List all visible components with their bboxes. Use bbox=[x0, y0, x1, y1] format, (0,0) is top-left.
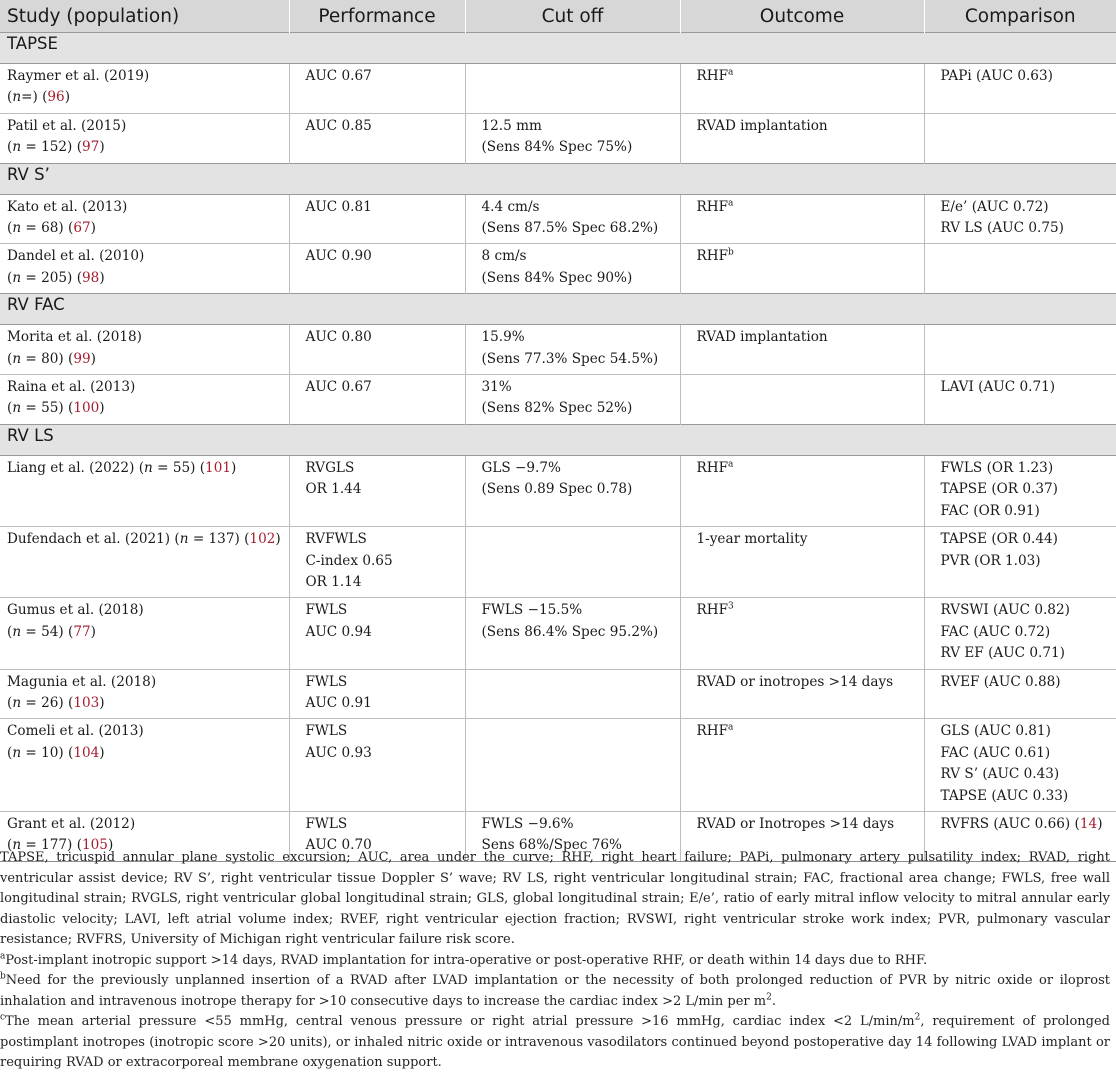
reference-number: 67 bbox=[73, 220, 91, 237]
footnote-c-exponent: 2 bbox=[914, 1012, 921, 1023]
footnote-b-end: . bbox=[771, 993, 776, 1009]
cell-comparison bbox=[924, 455, 1116, 526]
reference-number: 105 bbox=[82, 837, 108, 854]
section-title: TAPSE bbox=[0, 33, 1116, 64]
cell-comparison-line: RV LS (AUC 0.75) bbox=[940, 220, 1064, 237]
study-name: Morita et al. (2018) bbox=[7, 329, 142, 346]
reference-number: 97 bbox=[82, 139, 100, 156]
cell-comparison-line: FAC (OR 0.91) bbox=[940, 502, 1040, 519]
study-name: Dandel et al. (2010) bbox=[7, 248, 145, 265]
cell-comparison-line: RVFRS (AUC 0.66) (14) bbox=[940, 815, 1103, 832]
table-row bbox=[0, 325, 1116, 375]
cell-performance bbox=[289, 527, 465, 598]
footnote-a-text: Post-implant inotropic support >14 days, RVAD implantation for intra-operative or post-operative RHF, or death within 14 days due to RHF. bbox=[5, 952, 928, 968]
cell-comparison-line: PAPi (AUC 0.63) bbox=[940, 68, 1053, 84]
outcome-text: RHF bbox=[696, 68, 729, 84]
cell-outcome bbox=[680, 244, 924, 294]
cell-performance-line: C-index 0.65 bbox=[305, 552, 393, 569]
reference-number: 99 bbox=[73, 350, 91, 367]
outcome-text: RHF bbox=[696, 723, 729, 740]
cell-performance-line: FWLS bbox=[305, 815, 348, 832]
cell-performance bbox=[289, 669, 465, 719]
table-row bbox=[0, 527, 1116, 598]
study-name: Raina et al. (2013) bbox=[7, 379, 136, 396]
cell-cutoff-line: (Sens 86.4% Spec 95.2%) bbox=[481, 623, 659, 640]
cell-performance bbox=[289, 244, 465, 294]
cell-study: Dufendach et al. (2021) (n = 137) (102) bbox=[0, 527, 289, 598]
outcome-footnote-mark: a bbox=[728, 459, 734, 470]
footnote-b-exponent: 2 bbox=[766, 992, 772, 1003]
cell-cutoff-line: GLS −9.7% bbox=[481, 459, 561, 476]
cell-comparison-line: RVEF (AUC 0.88) bbox=[940, 673, 1061, 690]
cell-performance bbox=[289, 194, 465, 244]
study-population: (n = 177) bbox=[7, 837, 73, 854]
reference-number: 103 bbox=[73, 694, 100, 711]
footnote-abbreviations: TAPSE, tricuspid annular plane systolic excursion; AUC, area under the curve; RHF, right heart failure; PAPi, pulmonary artery pulsatility index; RVAD, right ventricular assist device; RV S’, right ventricular tissue Doppler S’ wave; RV LS, right ventricular longitudinal strain; FAC, fractional area change; FWLS, free wall longitudinal strain; RVGLS, right ventricular global longitudinal strain; GLS, global longitudinal strain; E/e’, ratio of early mitral inflow velocity to mitral annular early diastolic velocity; LAVI, left atrial volume index; RVEF, right ventricular ejection fraction; RVSWI, right ventricular stroke work index; PVR, pulmonary vascular resistance; RVFRS, University of Michigan right ventricular failure risk score. bbox=[0, 850, 1110, 947]
cell-study: Patil et al. (2015) (n = 152) (97) bbox=[0, 113, 289, 163]
table-row bbox=[0, 113, 1116, 163]
cell-study: Kato et al. (2013) (n = 68) (67) bbox=[0, 194, 289, 244]
footnote-mark-a: a bbox=[0, 951, 6, 962]
cell-comparison-line: FAC (AUC 0.72) bbox=[940, 623, 1051, 640]
outcome-footnote-mark: a bbox=[728, 722, 734, 733]
cell-study: Raina et al. (2013) (n = 55) (100) bbox=[0, 375, 289, 425]
cell-comparison bbox=[924, 244, 1116, 294]
cell-performance bbox=[289, 375, 465, 425]
cell-performance-line: AUC 0.81 bbox=[305, 198, 372, 215]
study-name: Patil et al. (2015) bbox=[7, 117, 127, 134]
outcome-text: RHF bbox=[696, 459, 729, 476]
cell-study: Dandel et al. (2010) (n = 205) (98) bbox=[0, 244, 289, 294]
reference-number: 101 bbox=[205, 459, 231, 476]
table-row bbox=[0, 375, 1116, 425]
footnote-b-text: Need for the previously unplanned insertion of a RVAD after LVAD implantation or the necessity of both prolonged reduction of PVR by nitric oxide or iloprost inhalation and intravenous inotrope therapy for >10 consecutive days to increase the cardiac index >2 L/min per m bbox=[0, 973, 1110, 1009]
cell-study: Comeli et al. (2013) (n = 10) (104) bbox=[0, 719, 289, 812]
study-population: (n = 152) bbox=[7, 139, 73, 156]
outcome-footnote-mark: 3 bbox=[728, 601, 734, 612]
cell-performance-line: AUC 0.70 bbox=[305, 837, 372, 854]
cell-cutoff-line: (Sens 82% Spec 52%) bbox=[481, 400, 633, 417]
cell-cutoff bbox=[465, 598, 680, 669]
cell-comparison-line: E/e’ (AUC 0.72) bbox=[940, 198, 1049, 215]
study-population: (n = 10) bbox=[7, 744, 64, 761]
section-row bbox=[0, 163, 1116, 194]
reference-number: 100 bbox=[73, 400, 100, 417]
study-population: (n = 68) bbox=[7, 220, 64, 237]
cell-outcome bbox=[680, 719, 924, 812]
study-name: Kato et al. (2013) bbox=[7, 198, 128, 215]
cell-study: Liang et al. (2022) (n = 55) (101) bbox=[0, 455, 289, 526]
cell-outcome bbox=[680, 113, 924, 163]
reference-number: 102 bbox=[249, 531, 276, 548]
cell-performance bbox=[289, 64, 465, 114]
table-row bbox=[0, 598, 1116, 669]
cell-outcome bbox=[680, 375, 924, 425]
cell-performance-line: AUC 0.94 bbox=[305, 623, 372, 640]
footnote-b bbox=[0, 971, 1110, 1012]
header-comparison: Comparison bbox=[924, 0, 1116, 33]
cell-comparison-line: RVSWI (AUC 0.82) bbox=[940, 602, 1070, 619]
study-name: Magunia et al. (2018) bbox=[7, 673, 157, 690]
cell-comparison bbox=[924, 325, 1116, 375]
cell-comparison bbox=[924, 194, 1116, 244]
cell-study: Morita et al. (2018) (n = 80) (99) bbox=[0, 325, 289, 375]
cell-outcome bbox=[680, 527, 924, 598]
cell-performance-line: AUC 0.93 bbox=[305, 744, 372, 761]
cell-cutoff-line: FWLS −15.5% bbox=[481, 602, 583, 619]
footnote-mark-b: b bbox=[0, 971, 6, 982]
footnote-c bbox=[0, 1012, 1110, 1074]
cell-cutoff bbox=[465, 113, 680, 163]
cell-performance bbox=[289, 719, 465, 812]
table-row bbox=[0, 669, 1116, 719]
section-row bbox=[0, 424, 1116, 455]
section-title: RV S’ bbox=[0, 163, 1116, 194]
reference-number: 98 bbox=[82, 269, 100, 286]
cell-cutoff bbox=[465, 375, 680, 425]
outcome-text: RVAD or inotropes >14 days bbox=[696, 673, 894, 690]
study-population: (n=) bbox=[7, 89, 38, 106]
outcome-text: RHF bbox=[696, 248, 729, 265]
outcome-text: RVAD or Inotropes >14 days bbox=[696, 815, 895, 832]
cell-comparison bbox=[924, 375, 1116, 425]
study-name: Liang et al. (2022) (n = 55) bbox=[7, 459, 196, 476]
footnote-c-text-1: The mean arterial pressure <55 mmHg, central venous pressure or right atrial pressure >16 mmHg, cardiac index <2 L/min/m bbox=[5, 1014, 915, 1029]
section-title: RV FAC bbox=[0, 294, 1116, 325]
study-name: Grant et al. (2012) bbox=[7, 815, 136, 832]
cell-comparison bbox=[924, 527, 1116, 598]
footnote-a bbox=[0, 951, 1110, 972]
cell-comparison bbox=[924, 598, 1116, 669]
table-footnotes bbox=[0, 848, 1110, 1074]
cell-comparison bbox=[924, 64, 1116, 114]
study-name: Comeli et al. (2013) bbox=[7, 723, 144, 740]
reference-number: 77 bbox=[73, 623, 91, 640]
cell-performance bbox=[289, 455, 465, 526]
cell-performance-line: FWLS bbox=[305, 673, 348, 690]
cell-performance-line: AUC 0.85 bbox=[305, 117, 372, 134]
cell-outcome bbox=[680, 64, 924, 114]
cell-comparison-line: RV EF (AUC 0.71) bbox=[940, 645, 1065, 662]
cell-comparison bbox=[924, 669, 1116, 719]
cell-performance-line: AUC 0.80 bbox=[305, 329, 372, 346]
cell-outcome bbox=[680, 455, 924, 526]
study-population: (n = 205) bbox=[7, 269, 73, 286]
cell-performance-line: AUC 0.67 bbox=[305, 68, 372, 84]
cell-cutoff-line: (Sens 84% Spec 90%) bbox=[481, 269, 633, 286]
cell-cutoff bbox=[465, 194, 680, 244]
cell-study: Grant et al. (2012) (n = 177) (105) bbox=[0, 811, 289, 861]
table-row bbox=[0, 719, 1116, 812]
cell-cutoff-line: 31% bbox=[481, 379, 512, 396]
cell-comparison-line: FAC (AUC 0.61) bbox=[940, 744, 1051, 761]
table-row bbox=[0, 455, 1116, 526]
cell-outcome bbox=[680, 598, 924, 669]
cell-cutoff bbox=[465, 455, 680, 526]
study-population: (n = 26) bbox=[7, 694, 64, 711]
cell-performance-line: FWLS bbox=[305, 602, 348, 619]
cell-comparison-line: TAPSE (OR 0.37) bbox=[940, 481, 1058, 498]
cell-cutoff-line: 4.4 cm/s bbox=[481, 198, 540, 215]
cell-cutoff-line: (Sens 77.3% Spec 54.5%) bbox=[481, 350, 659, 367]
cell-comparison-line: FWLS (OR 1.23) bbox=[940, 459, 1054, 476]
cell-performance bbox=[289, 113, 465, 163]
cell-performance bbox=[289, 325, 465, 375]
section-title: RV LS bbox=[0, 424, 1116, 455]
outcome-text: RVAD implantation bbox=[696, 329, 828, 346]
footnote-c-text-2: , requirement of prolonged postimplant inotropes (inotropic score >20 units), or inhaled nitric oxide or intravenous vasodilators continued beyond postoperative day 14 following LVAD implant or requiring RVAD or extracorporeal membrane oxygenation support. bbox=[0, 1014, 1110, 1070]
header-outcome: Outcome bbox=[680, 0, 924, 33]
outcome-footnote-mark: b bbox=[728, 247, 734, 258]
cell-study: Gumus et al. (2018) (n = 54) (77) bbox=[0, 598, 289, 669]
cell-study: Raymer et al. (2019) (n=) (96) bbox=[0, 64, 289, 114]
cell-cutoff-line: (Sens 0.89 Spec 0.78) bbox=[481, 481, 633, 498]
table-header-row bbox=[0, 0, 1116, 33]
cell-cutoff bbox=[465, 719, 680, 812]
study-name: Gumus et al. (2018) bbox=[7, 602, 144, 619]
cell-cutoff-line: 15.9% bbox=[481, 329, 525, 346]
cell-cutoff bbox=[465, 325, 680, 375]
cell-cutoff-line: 12.5 mm bbox=[481, 117, 542, 134]
reference-number: 104 bbox=[73, 744, 100, 761]
cell-performance-line: RVFWLS bbox=[305, 531, 367, 548]
cell-study: Magunia et al. (2018) (n = 26) (103) bbox=[0, 669, 289, 719]
cell-comparison-line: PVR (OR 1.03) bbox=[940, 552, 1041, 569]
reference-number: 96 bbox=[47, 89, 65, 106]
footnote-mark-c: c bbox=[0, 1012, 6, 1023]
cell-performance-line: OR 1.14 bbox=[305, 573, 362, 590]
cell-cutoff-line: Sens 68%/Spec 76% bbox=[481, 837, 622, 854]
study-name: Raymer et al. (2019) bbox=[7, 68, 150, 84]
cell-performance-line: RVGLS bbox=[305, 459, 355, 476]
table-row bbox=[0, 194, 1116, 244]
outcome-footnote-mark: a bbox=[728, 67, 734, 78]
study-population: (n = 54) bbox=[7, 623, 64, 640]
outcome-text: 1-year mortality bbox=[696, 531, 808, 548]
section-row bbox=[0, 33, 1116, 64]
cell-comparison-line: RV S’ (AUC 0.43) bbox=[940, 766, 1060, 783]
cell-performance-line: OR 1.44 bbox=[305, 481, 362, 498]
outcome-footnote-mark: a bbox=[728, 198, 734, 209]
cell-comparison-line: TAPSE (OR 0.44) bbox=[940, 531, 1058, 548]
header-performance: Performance bbox=[289, 0, 465, 33]
cell-cutoff bbox=[465, 669, 680, 719]
cell-performance-line: AUC 0.90 bbox=[305, 248, 372, 265]
study-population: (n = 55) bbox=[7, 400, 64, 417]
cell-comparison-line: GLS (AUC 0.81) bbox=[940, 723, 1051, 740]
cell-cutoff bbox=[465, 64, 680, 114]
cell-cutoff bbox=[465, 244, 680, 294]
table-body bbox=[0, 33, 1116, 862]
cell-performance-line: FWLS bbox=[305, 723, 348, 740]
cell-outcome bbox=[680, 194, 924, 244]
outcome-text: RHF bbox=[696, 602, 729, 619]
header-cutoff: Cut off bbox=[465, 0, 680, 33]
cell-cutoff-line: (Sens 87.5% Spec 68.2%) bbox=[481, 220, 659, 237]
cell-performance bbox=[289, 598, 465, 669]
study-name: Dufendach et al. (2021) (n = 137) bbox=[7, 531, 240, 548]
cell-comparison-line: TAPSE (AUC 0.33) bbox=[940, 787, 1069, 804]
outcome-text: RHF bbox=[696, 198, 729, 215]
outcome-text: RVAD implantation bbox=[696, 117, 828, 134]
cell-outcome bbox=[680, 325, 924, 375]
study-population: (n = 80) bbox=[7, 350, 64, 367]
cell-comparison bbox=[924, 719, 1116, 812]
cell-cutoff-line: FWLS −9.6% bbox=[481, 815, 574, 832]
cell-comparison-line: LAVI (AUC 0.71) bbox=[940, 379, 1056, 396]
cell-cutoff-line: 8 cm/s bbox=[481, 248, 527, 265]
cell-cutoff bbox=[465, 527, 680, 598]
cell-comparison bbox=[924, 113, 1116, 163]
cell-performance-line: AUC 0.91 bbox=[305, 694, 372, 711]
table-row bbox=[0, 244, 1116, 294]
header-study: Study (population) bbox=[0, 0, 289, 33]
cell-outcome bbox=[680, 669, 924, 719]
table-row bbox=[0, 64, 1116, 114]
cell-performance-line: AUC 0.67 bbox=[305, 379, 372, 396]
section-row bbox=[0, 294, 1116, 325]
cell-cutoff-line: (Sens 84% Spec 75%) bbox=[481, 139, 633, 156]
